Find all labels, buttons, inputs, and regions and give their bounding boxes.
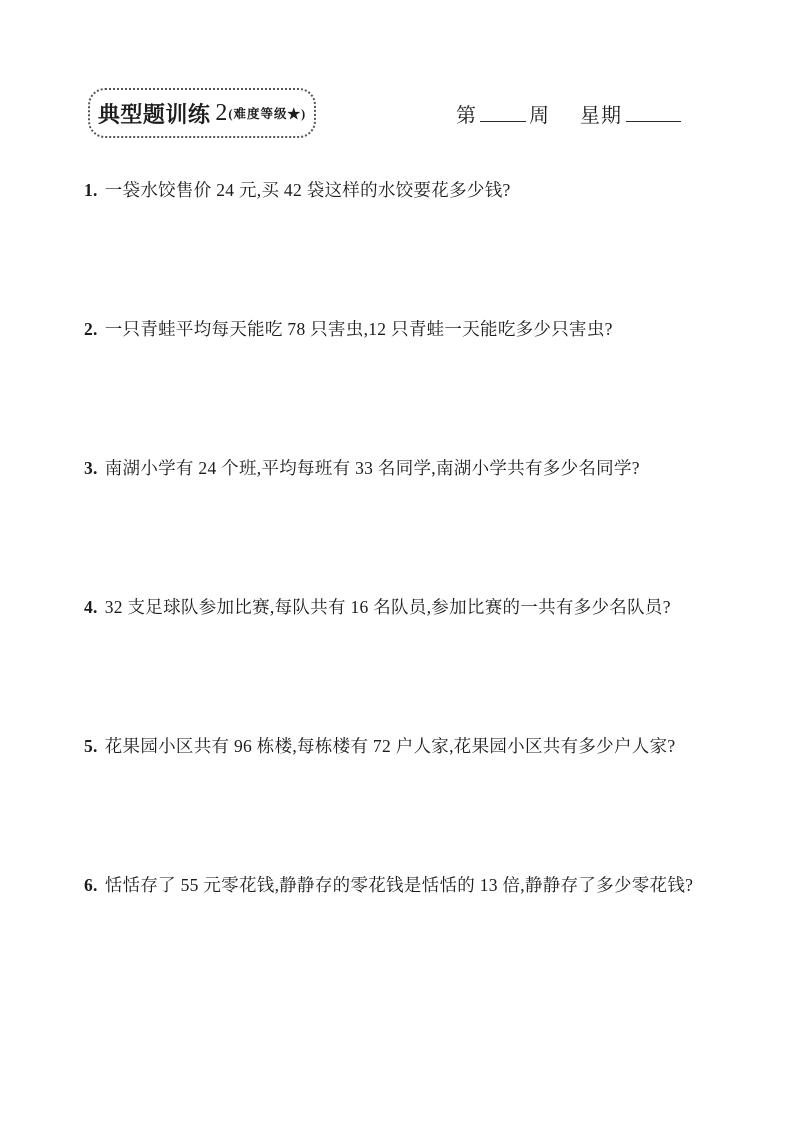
question-number: 5. (84, 736, 98, 756)
question-number: 4. (84, 597, 98, 617)
question-text: 南湖小学有 24 个班,平均每班有 33 名同学,南湖小学共有多少名同学? (104, 458, 640, 478)
question-number: 2. (84, 319, 98, 339)
weekday-blank-field (626, 105, 681, 122)
worksheet-number: 2 (215, 99, 228, 126)
week-suffix-label: 周 (529, 105, 550, 127)
question-item-3 (84, 455, 640, 480)
question-text: 一袋水饺售价 24 元,买 42 袋这样的水饺要花多少钱? (104, 180, 511, 200)
week-prefix-label: 第 (456, 105, 477, 127)
question-text: 花果园小区共有 96 栋楼,每栋楼有 72 户人家,花果园小区共有多少户人家? (104, 736, 676, 756)
question-item-2 (84, 316, 613, 341)
question-item-5 (84, 733, 675, 758)
question-item-6 (84, 872, 693, 897)
question-text: 一只青蛙平均每天能吃 78 只害虫,12 只青蛙一天能吃多少只害虫? (104, 319, 613, 339)
question-text: 恬恬存了 55 元零花钱,静静存的零花钱是恬恬的 13 倍,静静存了多少零花钱? (104, 875, 694, 895)
question-item-1 (84, 177, 511, 202)
worksheet-title: 典型题训练 (97, 101, 211, 127)
question-item-4 (84, 594, 671, 619)
week-date-line (456, 99, 681, 128)
difficulty-note: (难度等级★) (228, 107, 307, 121)
question-number: 6. (84, 875, 98, 895)
question-number: 3. (84, 458, 98, 478)
question-text: 32 支足球队参加比赛,每队共有 16 名队员,参加比赛的一共有多少名队员? (104, 597, 671, 617)
worksheet-title-box (88, 88, 316, 138)
question-number: 1. (84, 180, 98, 200)
week-blank-field (480, 105, 526, 122)
weekday-label: 星期 (580, 105, 622, 127)
